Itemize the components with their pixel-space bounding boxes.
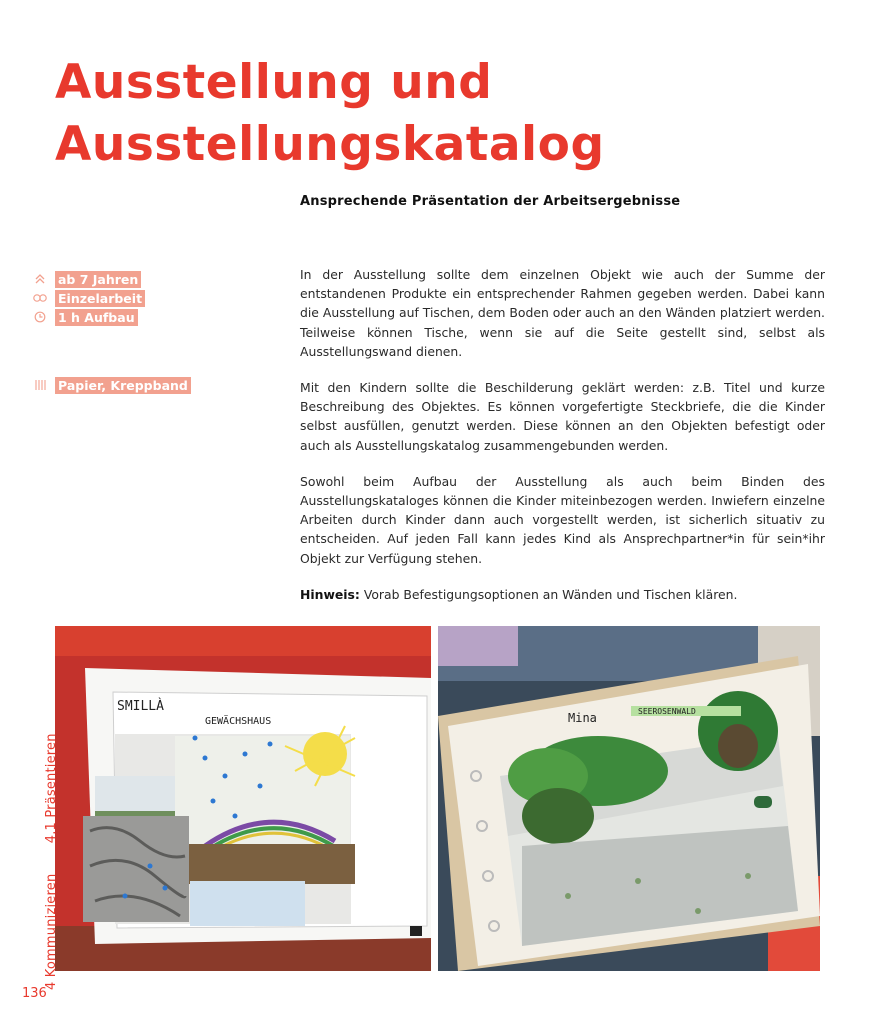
page-number: 136 [22,986,47,1001]
meta-time-label: 1 h Aufbau [55,309,138,326]
group-icon [33,291,47,305]
body-text [300,265,825,621]
photo-right-caption: SEEROSENWALD [638,707,696,716]
meta-mode [33,289,145,307]
meta-age [33,270,145,288]
photo-left [55,626,431,971]
hint-text: Vorab Befestigungsoptionen an Wänden und Tischen klären. [359,586,738,602]
photo-right [438,626,820,971]
clock-icon [33,310,47,324]
hint-label: Hinweis: [300,586,360,602]
hint [300,585,825,604]
meta-mode-label: Einzelarbeit [55,290,145,307]
paragraph-2: Mit den Kindern sollte die Beschilderung geklärt werden: z.B. Titel und kurze Beschreibung des Objektes. Es können vorgefertigte Steckbriefe, die die Kinder selbst ausfüllen, genutzt werden. Diese können an den Objekten befestigt oder auch als Ausstellungskatalog zusammengebunden werden. [300,380,825,453]
materials-icon [33,378,47,392]
side-section: 4.1 Präsentieren [44,733,59,844]
meta-materials [33,376,191,395]
title-line-1: Ausstellung und [55,55,493,110]
page-title [55,52,605,176]
photo-left-caption: GEWÄCHSHAUS [205,716,272,727]
photo-right-name: Mina [568,711,597,725]
title-line-2: Ausstellungskatalog [55,117,605,172]
side-running-head [44,707,59,990]
meta-materials-row [33,376,191,394]
meta-time [33,308,145,326]
meta-materials-label: Papier, Kreppband [55,377,191,394]
photo-left-name: SMILLÀ [117,699,164,714]
page-subtitle: Ansprechende Präsentation der Arbeitsergebnisse [300,194,681,209]
meta-age-label: ab 7 Jahren [55,271,141,288]
age-icon [33,272,47,286]
side-chapter: 4 Kommunizieren [44,873,59,990]
meta-info [33,270,145,327]
paragraph-1: In der Ausstellung sollte dem einzelnen Objekt wie auch der Summe der entstandenen Produkte ein entsprechender Rahmen gegeben werden. Dabei kann die Ausstellung auf Tischen, dem Boden oder auch an den Wänden platziert werden. Teilweise können Tische, wenn sie auf die Seite gestellt sind, selbst als Ausstellungswand dienen. [300,267,825,359]
paragraph-3: Sowohl beim Aufbau der Ausstellung als auch beim Binden des Ausstellungskataloges können die Kinder miteinbezogen werden. Inwiefern einzelne Arbeiten durch Kinder dann auch vorgestellt werden, ist sicherlich situativ zu entscheiden. Auf jeden Fall kann jedes Kind als Ansprechpartner*in für sein*ihr Objekt zur Verfügung stehen. [300,473,825,566]
